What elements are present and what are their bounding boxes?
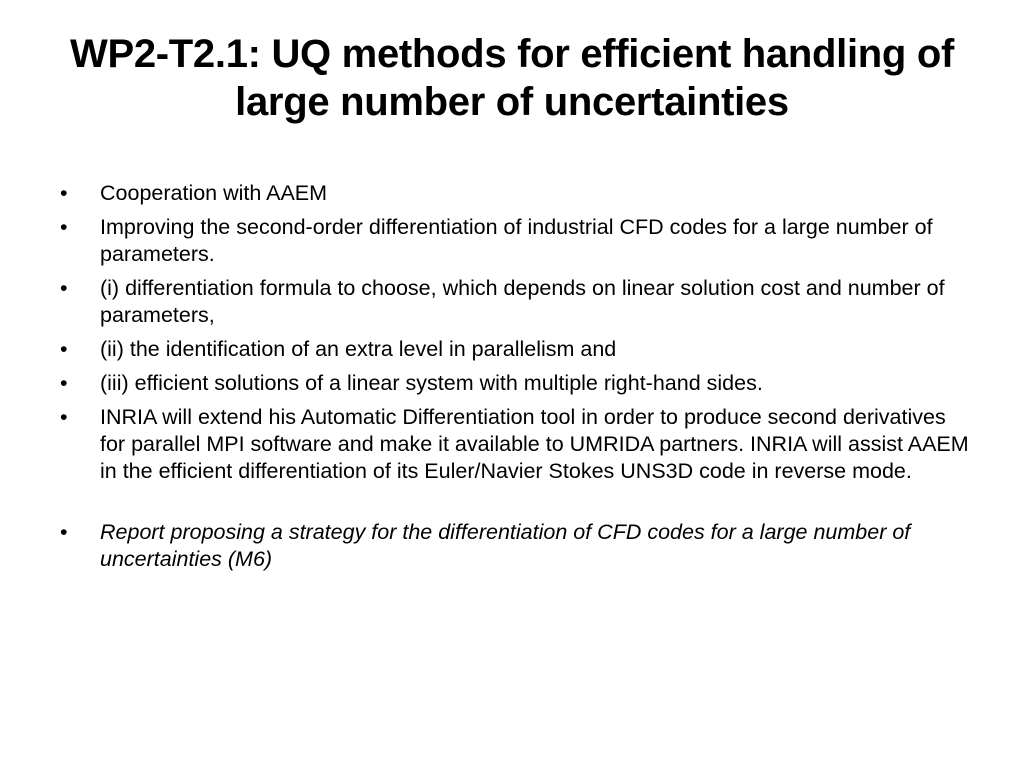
bullet-text: INRIA will extend his Automatic Differentiation tool in order to produce second derivatives for parallel MPI software and make it available to UMRIDA partners. INRIA will assist AAEM in the efficient differentiation of its Euler/Navier Stokes UNS3D code in reverse mode. [100, 405, 969, 483]
bullet-item [60, 370, 970, 397]
bullet-item [60, 214, 970, 268]
bullet-list [60, 180, 970, 580]
bullet-text: (iii) efficient solutions of a linear system with multiple right-hand sides. [100, 371, 763, 395]
bullet-icon: • [60, 215, 68, 239]
bullet-icon: • [60, 371, 68, 395]
bullet-text: Cooperation with AAEM [100, 181, 328, 205]
bullet-text: Report proposing a strategy for the differentiation of CFD codes for a large number of uncertainties (M6) [100, 520, 911, 571]
bullet-text: (i) differentiation formula to choose, which depends on linear solution cost and number of parameters, [100, 276, 945, 327]
bullet-item [60, 404, 970, 485]
bullet-item [60, 275, 970, 329]
slide-title: WP2-T2.1: UQ methods for efficient handling of large number of uncertainties [70, 32, 954, 124]
bullet-text: Improving the second-order differentiation of industrial CFD codes for a large number of parameters. [100, 215, 933, 266]
bullet-text: (ii) the identification of an extra level in parallelism and [100, 337, 617, 361]
bullet-item-deliverable [60, 519, 970, 573]
bullet-icon: • [60, 181, 68, 205]
bullet-icon: • [60, 337, 68, 361]
bullet-icon: • [60, 276, 68, 300]
bullet-item [60, 180, 970, 207]
bullet-icon: • [60, 405, 68, 429]
bullet-item [60, 336, 970, 363]
bullet-icon: • [60, 520, 68, 544]
